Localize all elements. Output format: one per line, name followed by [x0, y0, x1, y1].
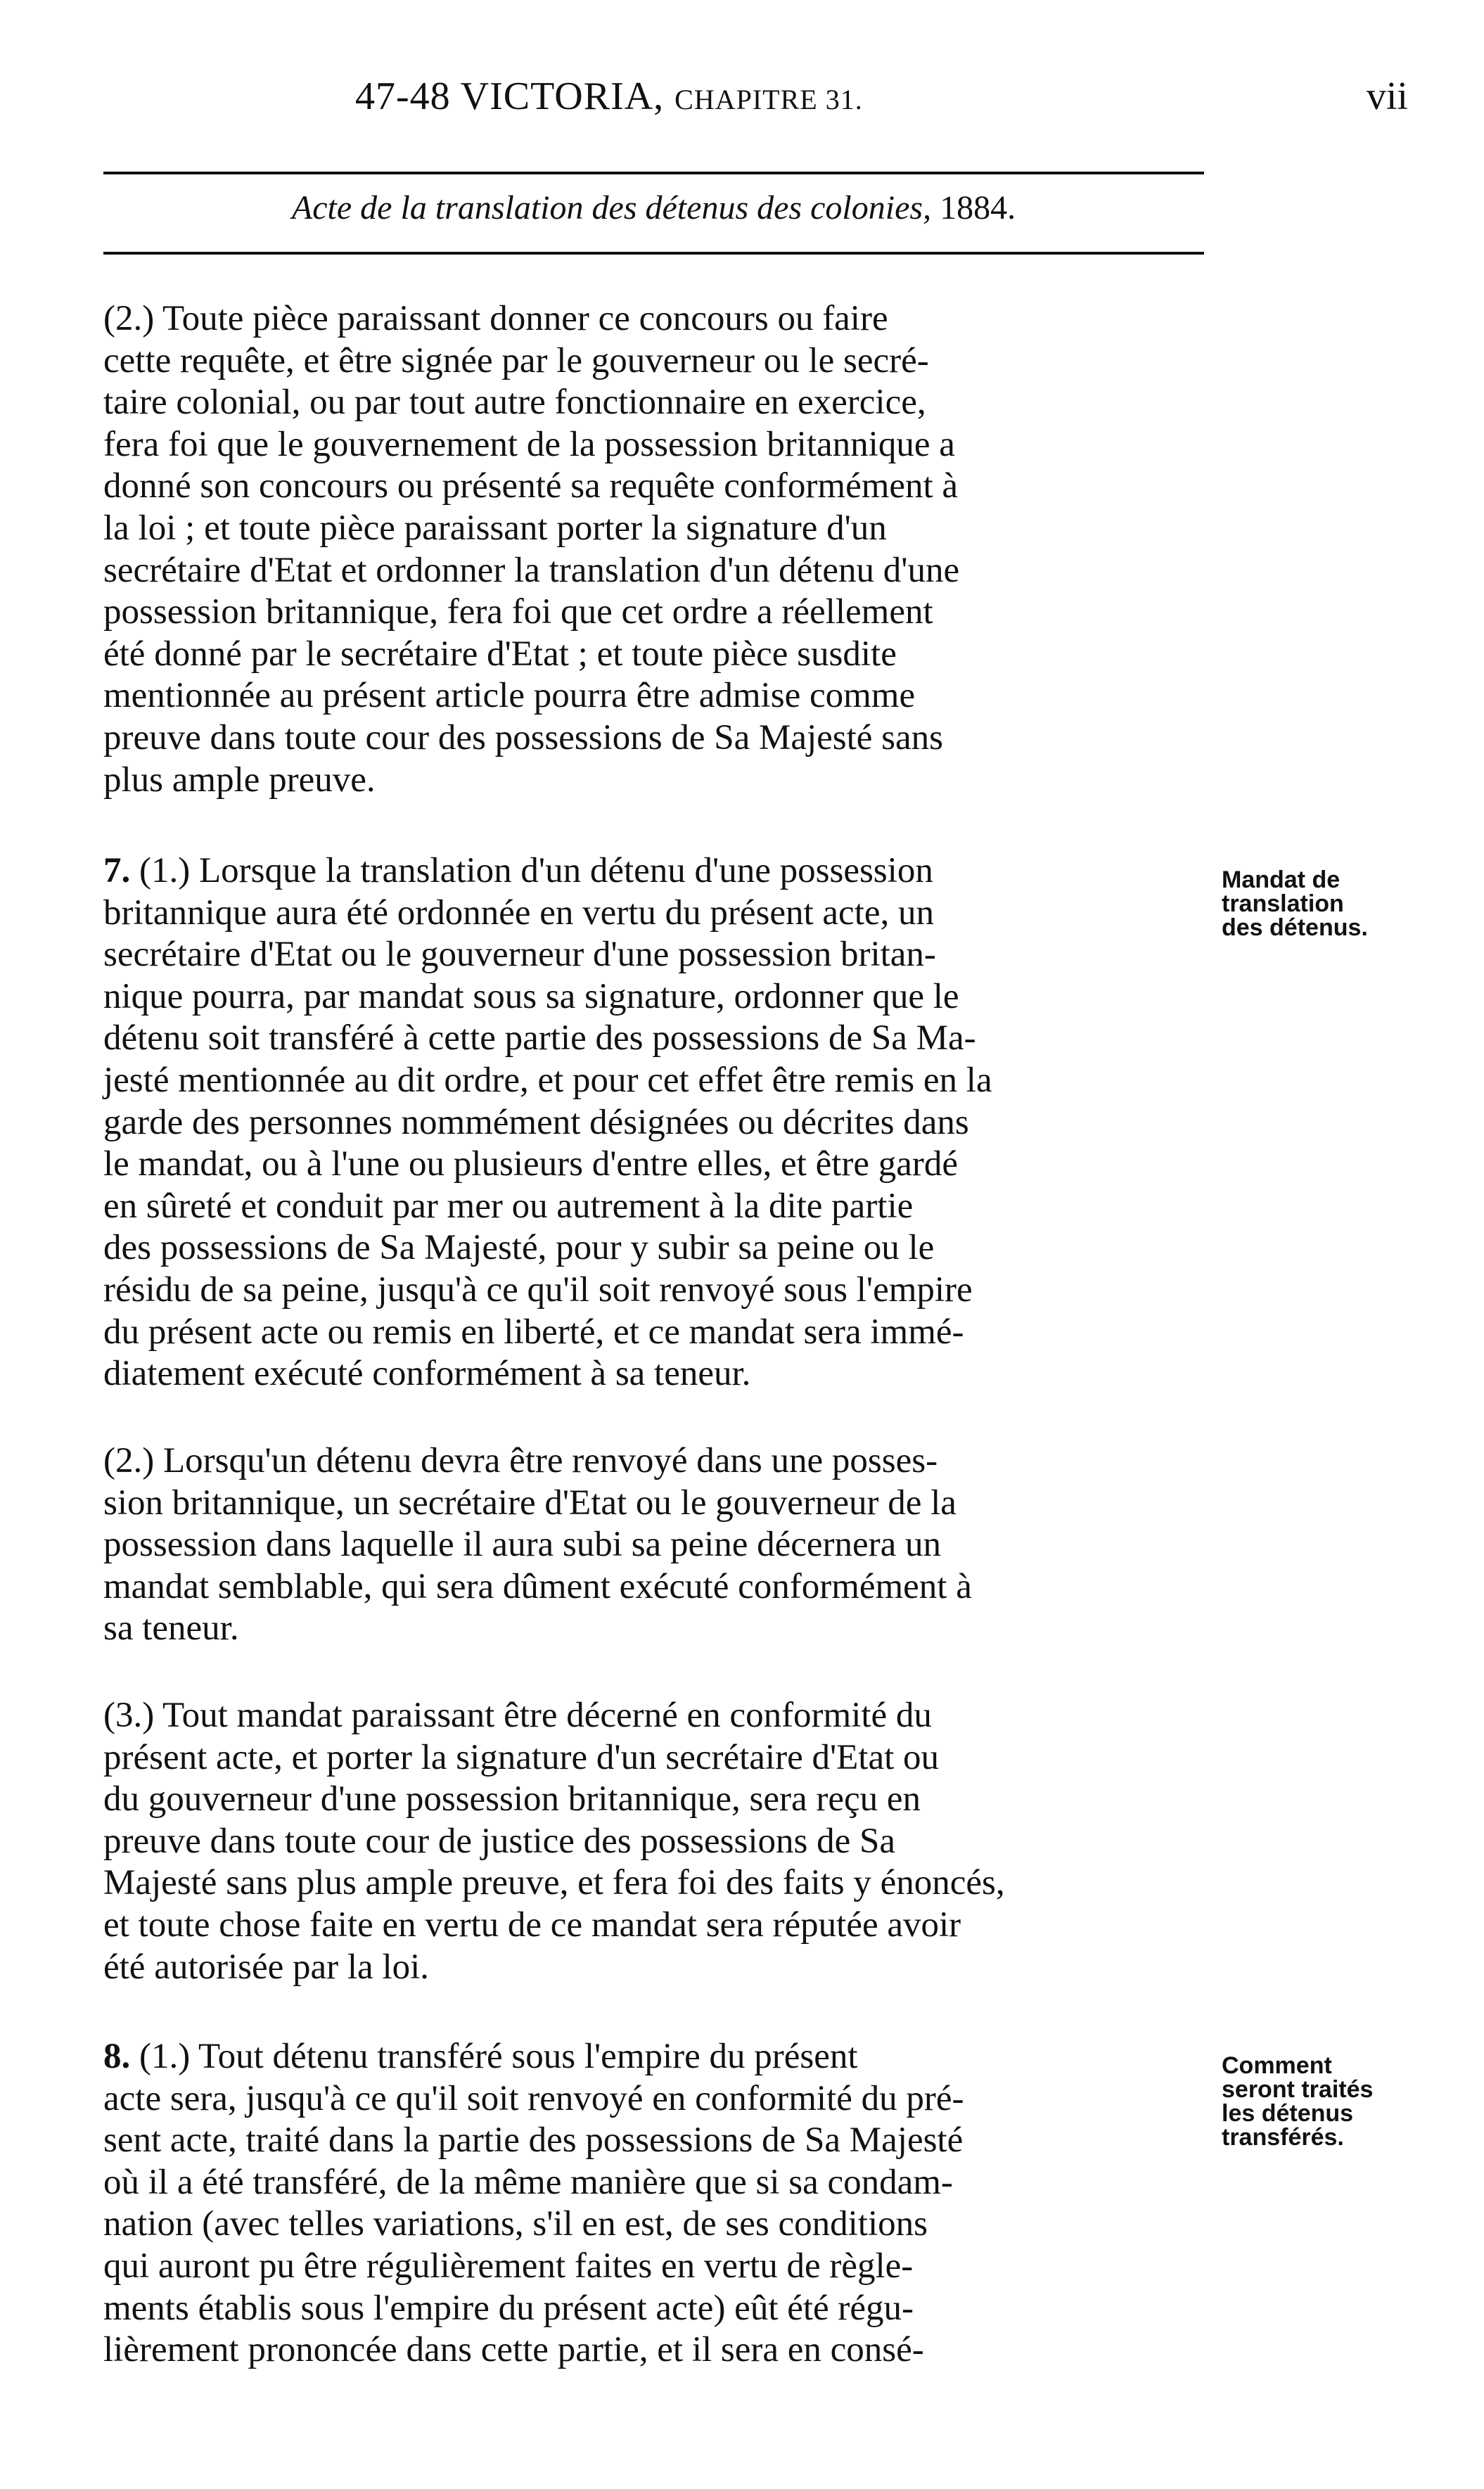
- paragraph-text: (3.) Tout mandat paraissant être décerné en conformité du présent acte, et porter la signature d'un secrétaire d'Etat ou du gouverneur d'une possession britannique, sera reçu en preuve dans toute cour de justice des possessions de Sa Majesté sans plus ample preuve, et fera foi des faits y énoncés, et toute chose faite en vertu de ce mandat sera réputée avoir été autorisée par la loi.: [103, 1696, 1005, 1987]
- section-number: 8.: [103, 2037, 131, 2076]
- page-number: vii: [1366, 75, 1408, 118]
- paragraph-7-3: [103, 1695, 1204, 1988]
- section-8-1: [103, 2036, 1204, 2372]
- paragraph-text: (2.) Toute pièce paraissant donner ce concours ou faire cette requête, et être signée par le gouverneur ou le secré- taire colonial, ou par tout autre fonctionnaire en exercice, fera foi que le gouvernement de la possession britannique a donné son concours ou présenté sa requête conformément à la loi ; et toute pièce paraissant porter la signature d'un secrétaire d'Etat et ordonner la translation d'un détenu d'une possession britannique, fera foi que cet ordre a réellement été donné par le secrétaire d'Etat ; et toute pièce susdite mentionnée au présent article pourra être admise comme preuve dans toute cour des possessions de Sa Majesté sans plus ample preuve.: [103, 299, 960, 800]
- act-year: 1884.: [940, 189, 1016, 226]
- section-number: 7.: [103, 851, 131, 890]
- margin-note-comment: [1222, 2054, 1397, 2149]
- margin-note-text: Comment seront traités les détenus transférés.: [1222, 2052, 1374, 2151]
- margin-note-mandat: [1222, 868, 1397, 940]
- act-reference: 47-48 VICTORIA,: [355, 75, 665, 118]
- paragraph-7-2: [103, 1440, 1204, 1650]
- running-title: [355, 74, 863, 119]
- paragraph-text: (2.) Lorsqu'un détenu devra être renvoyé dans une posses- sion britannique, un secrétaire d'Etat ou le gouverneur de la possession dans laquelle il aura subi sa peine décernera un mandat semblable, qui sera dûment exécuté conformément à sa teneur.: [103, 1441, 972, 1649]
- section-7-1: [103, 850, 1204, 1395]
- paragraph-text: (1.) Lorsque la translation d'un détenu d'une possession britannique aura été ordonnée en vertu du présent acte, un secrétaire d'Etat ou le gouverneur d'une possession britan- nique pourra, par mandat sous sa signature, ordonner que le détenu soit transféré à cette partie des possessions de Sa Ma- jesté mentionnée au dit ordre, et pour cet effet être remis en la garde des personnes nommément désignées ou décrites dans le mandat, ou à l'une ou plusieurs d'entre elles, et être gardé en sûreté et conduit par mer ou autrement à la dite partie des possessions de Sa Majesté, pour y subir sa peine ou le résidu de sa peine, jusqu'à ce qu'il soit renvoyé sous l'empire du présent acte ou remis en liberté, et ce mandat sera immé- diatement exécuté conformément à sa teneur.: [103, 851, 992, 1394]
- paragraph-text: (1.) Tout détenu transféré sous l'empire du présent acte sera, jusqu'à ce qu'il soit renvoyé en conformité du pré- sent acte, traité dans la partie des possessions de Sa Majesté où il a été transféré, de la même manière que si sa condam- nation (avec telles variations, s'il en est, de ses conditions qui auront pu être régulièrement faites en vertu de règle- ments établis sous l'empire du présent acte) eût été régu- lièrement prononcée dans cette partie, et il sera en consé-: [103, 2037, 964, 2370]
- act-title: Acte de la translation des détenus des colonies,: [291, 189, 932, 226]
- chapter-label: CHAPITRE 31.: [674, 84, 863, 115]
- paragraph-6-2: [103, 298, 1204, 801]
- act-subtitle: [103, 188, 1204, 227]
- header-rule-bottom: [103, 252, 1204, 255]
- running-header: [103, 74, 1408, 130]
- header-rule-top: [103, 172, 1204, 174]
- margin-note-text: Mandat de translation des détenus.: [1222, 866, 1368, 941]
